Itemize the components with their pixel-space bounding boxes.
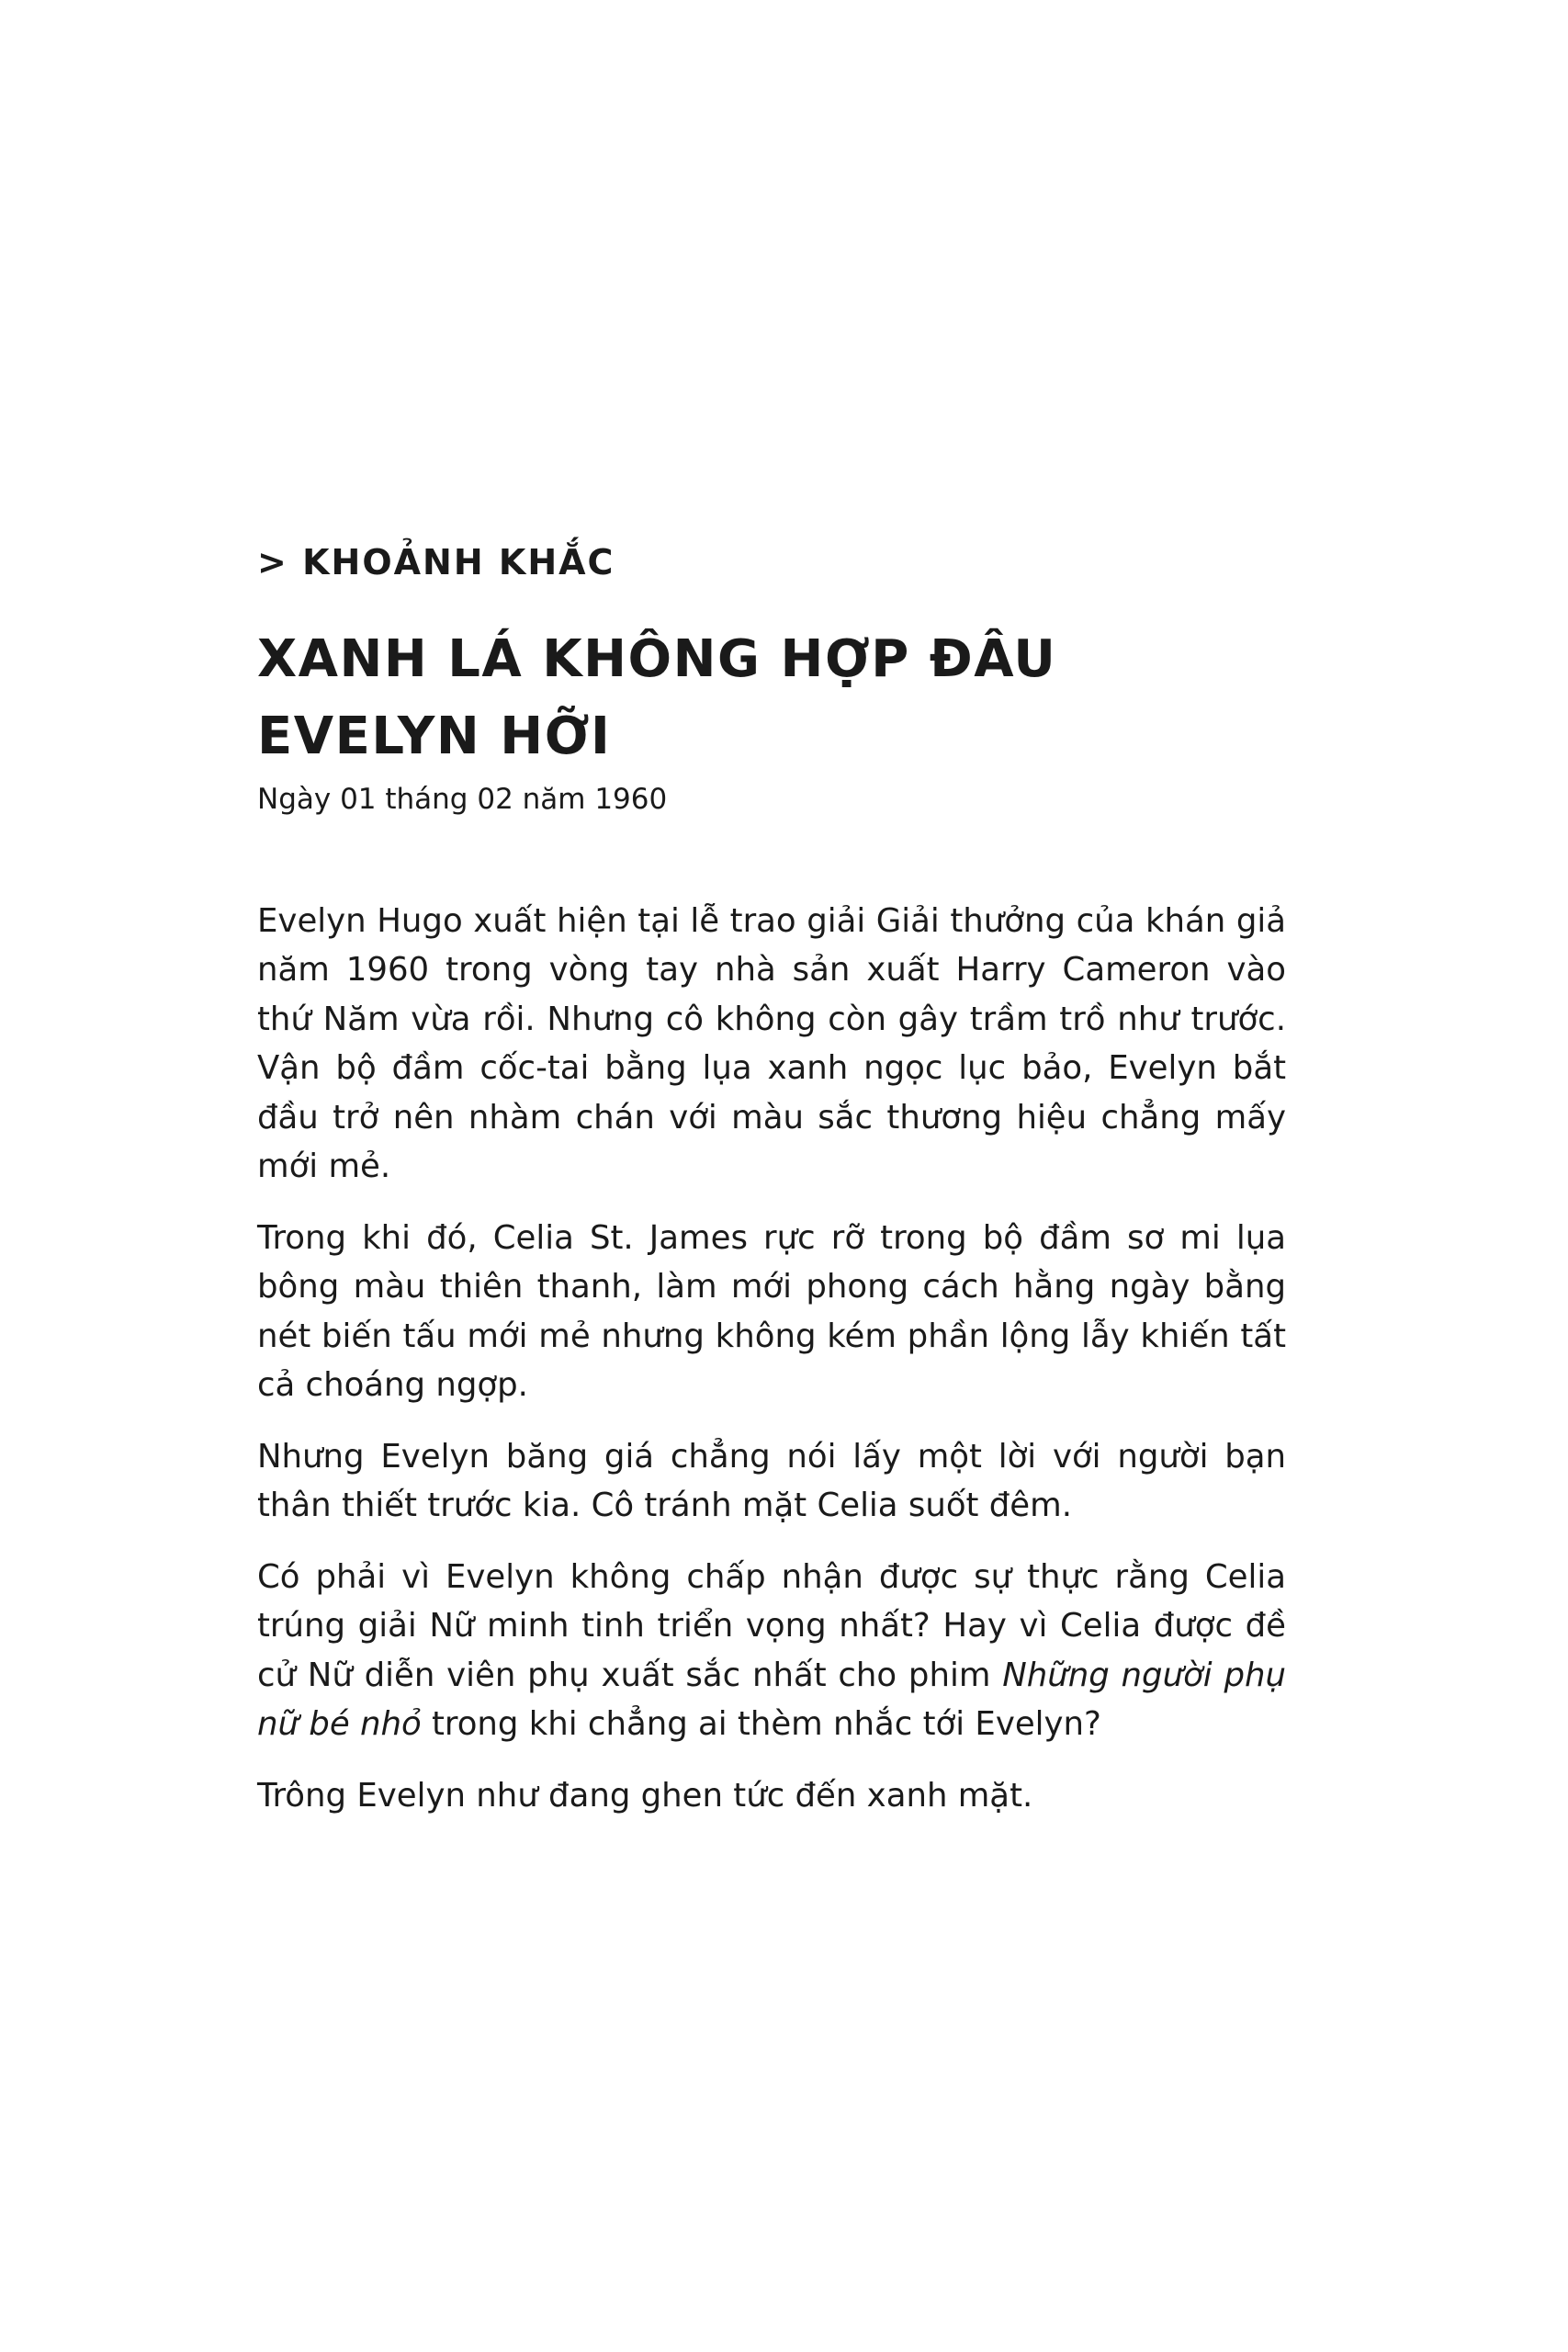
- film-title: Những người phụ nữ bé nhỏ: [257, 1656, 1286, 1744]
- article-date: Ngày 01 tháng 02 năm 1960: [257, 782, 668, 816]
- paragraph-2: Trong khi đó, Celia St. James rực rỡ trong bộ đầm sơ mi lụa bông màu thiên thanh, làm mới phong cách hằng ngày bằng nét biến tấu mới mẻ nhưng không kém phần lộng lẫy khiến tất cả choáng ngợp.: [257, 1218, 1286, 1405]
- paragraph-5: Trông Evelyn như đang ghen tức đến xanh mặt.: [257, 1776, 1033, 1815]
- paragraph-4: [257, 1553, 1286, 1749]
- article: [257, 542, 1286, 1842]
- headline: [257, 621, 1286, 775]
- headline-line-2: EVELYN HỠI: [257, 706, 612, 766]
- article-body: [257, 897, 1286, 1821]
- paragraph-3: Nhưng Evelyn băng giá chẳng nói lấy một lời với người bạn thân thiết trước kia. Cô tránh mặt Celia suốt đêm.: [257, 1437, 1286, 1525]
- paragraph-1: Evelyn Hugo xuất hiện tại lễ trao giải Giải thưởng của khán giả năm 1960 trong vòng tay nhà sản xuất Harry Cameron vào thứ Năm vừa rồi. Nhưng cô không còn gây trầm trồ như trước. Vận bộ đầm cốc-tai bằng lụa xanh ngọc lục bảo, Evelyn bắt đầu trở nên nhàm chán với màu sắc thương hiệu chẳng mấy mới mẻ.: [257, 901, 1286, 1186]
- headline-line-1: XANH LÁ KHÔNG HỢP ĐÂU: [257, 628, 1057, 689]
- section-kicker: > KHOẢNH KHẮC: [257, 542, 615, 582]
- paragraph-4-text-start: Có phải vì Evelyn không chấp nhận được sự thực rằng Celia trúng giải Nữ minh tinh triển vọng nhất? Hay vì Celia được đề cử Nữ diễn viên phụ xuất sắc nhất cho phim: [257, 1557, 1286, 1694]
- paragraph-4-text-end: trong khi chẳng ai thèm nhắc tới Evelyn?: [421, 1705, 1101, 1744]
